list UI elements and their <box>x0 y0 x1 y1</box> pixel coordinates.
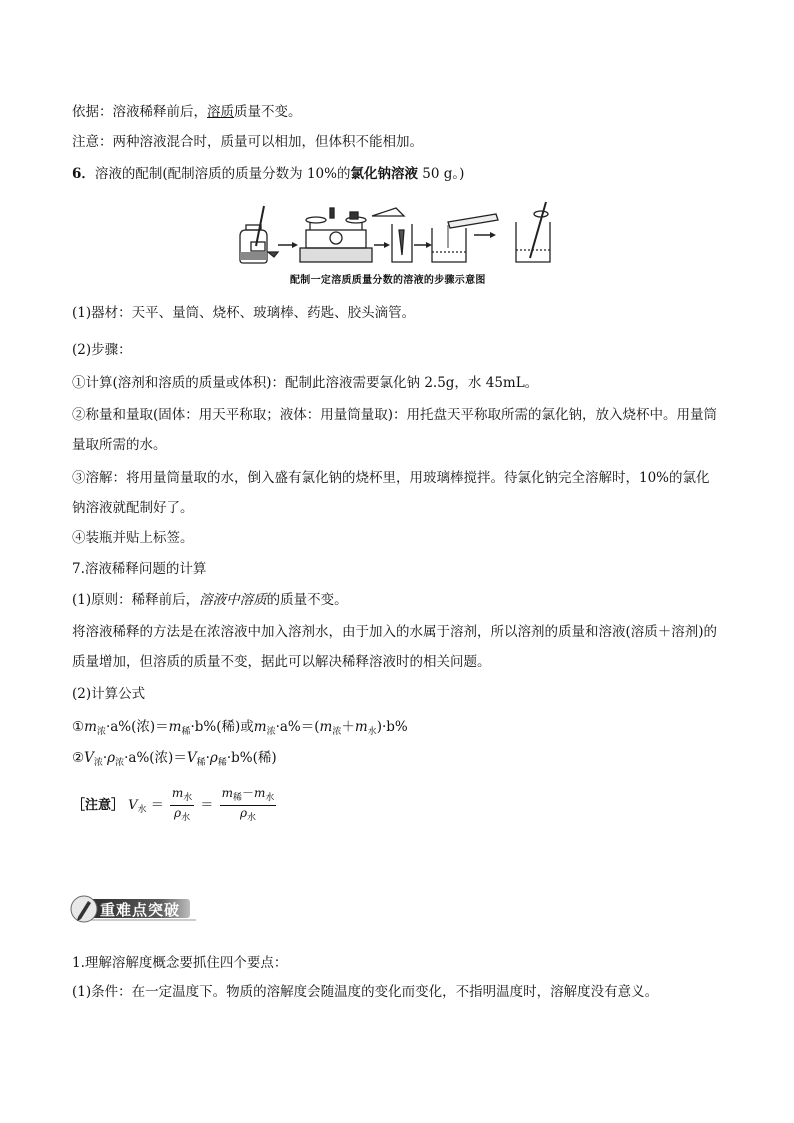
note-eq2: ＝ <box>200 798 214 813</box>
formula2-rho1: ρ <box>107 750 116 766</box>
step-bottle-label: ④装瓶并贴上标签。 <box>72 530 194 546</box>
principle-italic-term: 溶液中溶质 <box>199 592 267 608</box>
frac2-m1: m <box>221 786 233 800</box>
formula1-sub-water: 水 <box>367 727 377 737</box>
formula1-b-dil: ·b%(稀)或 <box>190 719 254 735</box>
equipment-line: (1)器材：天平、量筒、烧杯、玻璃棒、药匙、胶头滴管。 <box>72 305 416 321</box>
step-dissolve: ③溶解：将用量筒量取的水，倒入盛有氯化钠的烧杯里，用玻璃棒搅拌。待氯化钠完全溶解时，10%的氯化钠溶液就配制好了。 <box>72 470 710 516</box>
formula1-m5: m <box>354 719 368 735</box>
steps-heading: (2)步骤： <box>72 342 132 358</box>
note-formula <box>72 786 278 825</box>
note-v-sub: 水 <box>137 805 147 815</box>
formula2-sub-conc2: 浓 <box>115 758 125 768</box>
dilution-method: 将溶液稀释的方法是在浓溶液中加入溶剂水，由于加入的水属于溶剂，所以溶剂的质量和溶液(溶质＋溶剂)的质量增加，但溶质的质量不变，据此可以解决稀释溶液时的相关问题。 <box>72 624 718 670</box>
formula1-sub-dil: 稀 <box>181 727 191 737</box>
basis-text-start: 依据：溶液稀释前后， <box>72 104 207 120</box>
formula2-a-conc: ·a%(浓)＝ <box>124 750 187 766</box>
frac2-rho-sub: 水 <box>247 813 257 823</box>
formula2-sub-dil2: 稀 <box>217 758 227 768</box>
funnel-beaker-icon <box>372 208 412 262</box>
section6-number: 6． <box>72 166 95 182</box>
note-eq1: ＝ <box>150 798 164 813</box>
formula1-a-plain: ·a%＝( <box>275 719 320 735</box>
section-banner <box>70 895 196 921</box>
frac1-m-sub: 水 <box>183 793 193 803</box>
formula1-end: )·b% <box>376 719 408 735</box>
formula-mass <box>72 717 408 742</box>
stirring-beaker-icon <box>516 202 550 262</box>
formula-heading: (2)计算公式 <box>72 686 146 702</box>
principle-line <box>72 590 348 610</box>
frac2-minus: － <box>241 786 254 800</box>
note-fraction1 <box>170 786 194 825</box>
formula2-dot2: · <box>205 750 210 766</box>
section6-title: 溶液的配制(配制溶质的质量分数为 10%的 <box>94 166 351 182</box>
formula2-dot1: · <box>102 750 108 766</box>
diagram-caption: 配制一定溶质质量分数的溶液的步骤示意图 <box>290 275 486 286</box>
frac2-m2: m <box>253 786 266 800</box>
formula-volume <box>72 748 277 773</box>
banner-title: 重难点突破 <box>100 901 181 919</box>
frac1-rho: ρ <box>174 806 182 820</box>
formula2-rho2: ρ <box>209 750 218 766</box>
step-calculate: ①计算(溶剂和溶质的质量或体积)：配制此溶液需要氯化钠 2.5g，水 45mL。 <box>72 375 539 391</box>
basis-text-end: 质量不变。 <box>234 104 302 120</box>
mix-note: 注意：两种溶液混合时，质量可以相加，但体积不能相加。 <box>72 134 423 150</box>
formula1-m2: m <box>168 719 182 735</box>
formula1-sub-conc2: 浓 <box>266 727 276 737</box>
basis-underlined-word: 溶质 <box>207 104 234 120</box>
formula2-v1: V <box>84 750 94 766</box>
formula1-sub-conc3: 浓 <box>332 727 342 737</box>
section6-heading <box>72 164 464 184</box>
formula2-sub-conc: 浓 <box>93 758 103 768</box>
formula1-plus: ＋ <box>341 719 355 735</box>
formula1-m4: m <box>319 719 333 735</box>
reagent-bottle-icon <box>240 206 278 263</box>
solution-preparation-diagram <box>234 200 564 270</box>
frac1-rho-sub: 水 <box>181 813 191 823</box>
pouring-cylinder-icon <box>432 214 498 262</box>
note-label: ［注意］ <box>72 798 125 813</box>
formula1-m1: m <box>84 719 97 735</box>
formula2-v2: V <box>186 750 197 766</box>
formula2-marker: ② <box>72 750 85 766</box>
formula1-a-conc: ·a%(浓)＝ <box>105 719 169 735</box>
section6-bold-term: 氯化钠溶液 <box>350 166 418 182</box>
step-weigh-measure: ②称量和量取(固体：用天平称取；液体：用量筒量取)：用托盘天平称取所需的氯化钠，放入烧杯中。用量筒量取所需的水。 <box>72 407 718 453</box>
principle-text-end: 的质量不变。 <box>266 592 348 608</box>
frac1-m: m <box>171 786 184 800</box>
formula1-marker: ① <box>72 719 85 735</box>
formula1-m3: m <box>253 719 267 735</box>
frac2-m1-sub: 稀 <box>232 793 242 803</box>
formula2-sub-dil: 稀 <box>196 758 206 768</box>
balance-icon <box>300 208 372 262</box>
note-fraction2 <box>220 786 277 825</box>
section7-heading: 7.溶液稀释问题的计算 <box>72 561 207 577</box>
key-point-intro: 1.理解溶解度概念要抓住四个要点： <box>72 955 288 971</box>
frac2-rho: ρ <box>239 806 247 820</box>
basis-line <box>72 102 302 122</box>
formula1-sub-conc: 浓 <box>96 727 106 737</box>
formula2-b-dil: ·b%(稀) <box>226 750 277 766</box>
condition-line: (1)条件：在一定温度下。物质的溶解度会随温度的变化而变化，不指明温度时，溶解度没有意义。 <box>72 984 659 1000</box>
principle-text-start: (1)原则：稀释前后， <box>72 592 200 608</box>
frac2-m2-sub: 水 <box>265 793 275 803</box>
note-v: V <box>128 798 138 813</box>
section6-title-end: 50 g。) <box>417 166 465 182</box>
